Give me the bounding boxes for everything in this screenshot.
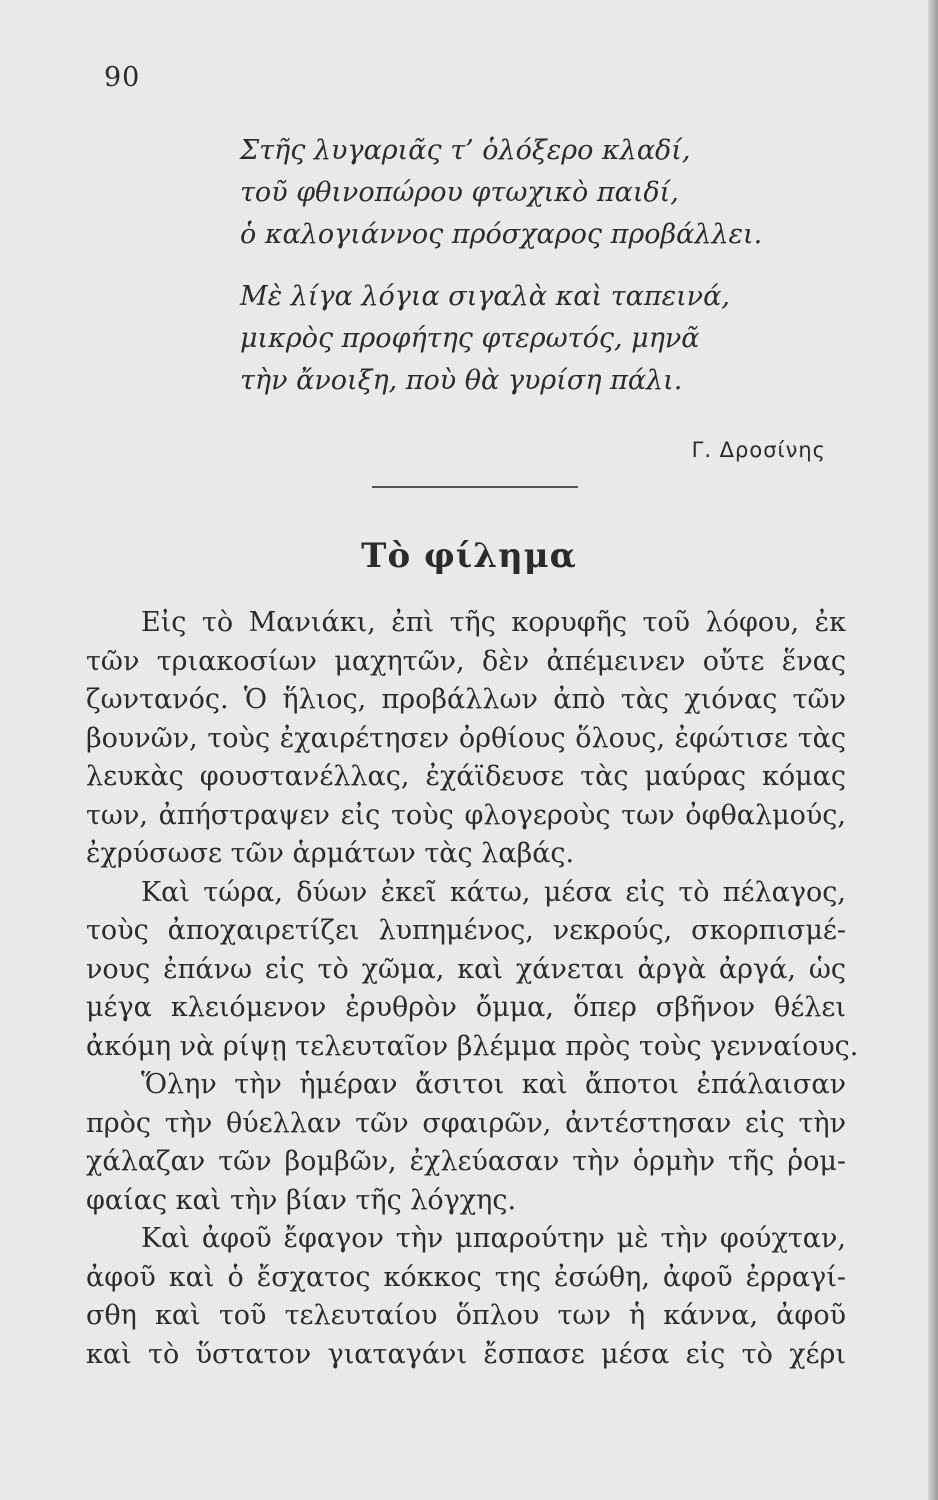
text-line: Καὶ ἀφοῦ ἔφαγον τὴν μπαρούτην μὲ τὴν φούχταν,: [141, 1223, 846, 1254]
text-line: λευκὰς φουστανέλλας, ἐχάϊδευσε τὰς μαύρας κόμας: [86, 761, 846, 792]
text-line: τῶν τριακοσίων μαχητῶν, δὲν ἀπέμεινεν οὔτε ἕνας: [86, 645, 846, 677]
text-line: ζωντανός. Ὁ ἥλιος, προβάλλων ἀπὸ τὰς χιόνας τῶν: [86, 684, 846, 715]
poem-line: μικρὸς προφήτης φτερωτός, μηνᾶ: [240, 323, 700, 354]
text-line: πρὸς τὴν θύελλαν τῶν σφαιρῶν, ἀντέστησαν εἰς τὴν: [86, 1107, 846, 1139]
text-line: φαίας καὶ τὴν βίαν τῆς λόγχης.: [86, 1184, 517, 1216]
text-line: ἀφοῦ καὶ ὁ ἔσχατος κόκκος της ἐσώθη, ἀφοῦ ἐρραγί-: [86, 1261, 846, 1293]
poem-line: Στῆς λυγαριᾶς τ’ ὁλόξερο κλαδί,: [240, 135, 691, 166]
section-title: Τὸ φίλημα: [361, 536, 577, 576]
text-line: ἐχρύσωσε τῶν ἁρμάτων τὰς λαβάς.: [86, 838, 575, 869]
paragraph: [86, 1220, 846, 1374]
text-line: καὶ τὸ ὕστατον γιαταγάνι ἔσπασε μέσα εἰς τὸ χέρι: [86, 1338, 846, 1370]
poem-author: Γ. Δροσίνης: [691, 438, 826, 462]
poem-line: ὁ καλογιάννος πρόσχαρος προβάλλει.: [240, 219, 763, 250]
poem-line: τὴν ἄνοιξη, ποὺ θὰ γυρίση πάλι.: [240, 365, 683, 396]
page-number: 90: [104, 62, 141, 93]
paragraph: [86, 874, 859, 1067]
text-line: τοὺς ἀποχαιρετίζει λυπημένος, νεκρούς, σκορπισμέ-: [86, 915, 846, 946]
page-binding-edge: [928, 0, 938, 1500]
poem-stanza: [240, 130, 840, 256]
prose-body: [86, 604, 859, 1374]
text-line: βουνῶν, τοὺς ἐχαιρέτησεν ὀρθίους ὅλους, ἐφώτισε τὰς: [86, 722, 846, 754]
paragraph: [86, 604, 846, 874]
text-line: Ὅλην τὴν ἡμέραν ἄσιτοι καὶ ἄποτοι ἐπάλαισαν: [141, 1069, 846, 1100]
text-line: ἀκόμη νὰ ρίψῃ τελευταῖον βλέμμα πρὸς τοὺς γενναίους.: [86, 1030, 859, 1062]
text-line: σθη καὶ τοῦ τελευταίου ὅπλου των ἡ κάννα, ἀφοῦ: [86, 1300, 846, 1331]
paragraph: [86, 1066, 846, 1220]
text-line: μέγα κλειόμενον ἐρυθρὸν ὄμμα, ὅπερ σβῆνον θέλει: [86, 992, 846, 1023]
text-line: των, ἀπήστραψεν εἰς τοὺς φλογεροὺς των ὀφθαλμούς,: [86, 799, 846, 831]
poem-line: Μὲ λίγα λόγια σιγαλὰ καὶ ταπεινά,: [240, 281, 730, 312]
section-divider: [372, 486, 578, 488]
poem-line: τοῦ φθινοπώρου φτωχικὸ παιδί,: [240, 177, 679, 208]
text-line: νους ἐπάνω εἰς τὸ χῶμα, καὶ χάνεται ἀργὰ ἀργά, ὡς: [86, 953, 846, 985]
poem-stanza: [240, 276, 840, 402]
poem: [240, 130, 840, 422]
text-line: Καὶ τώρα, δύων ἐκεῖ κάτω, μέσα εἰς τὸ πέλαγος,: [141, 876, 846, 908]
text-line: Εἰς τὸ Μανιάκι, ἐπὶ τῆς κορυφῆς τοῦ λόφου, ἐκ: [141, 607, 846, 638]
text-line: χάλαζαν τῶν βομβῶν, ἐχλεύασαν τὴν ὁρμὴν τῆς ῥομ-: [86, 1146, 846, 1177]
